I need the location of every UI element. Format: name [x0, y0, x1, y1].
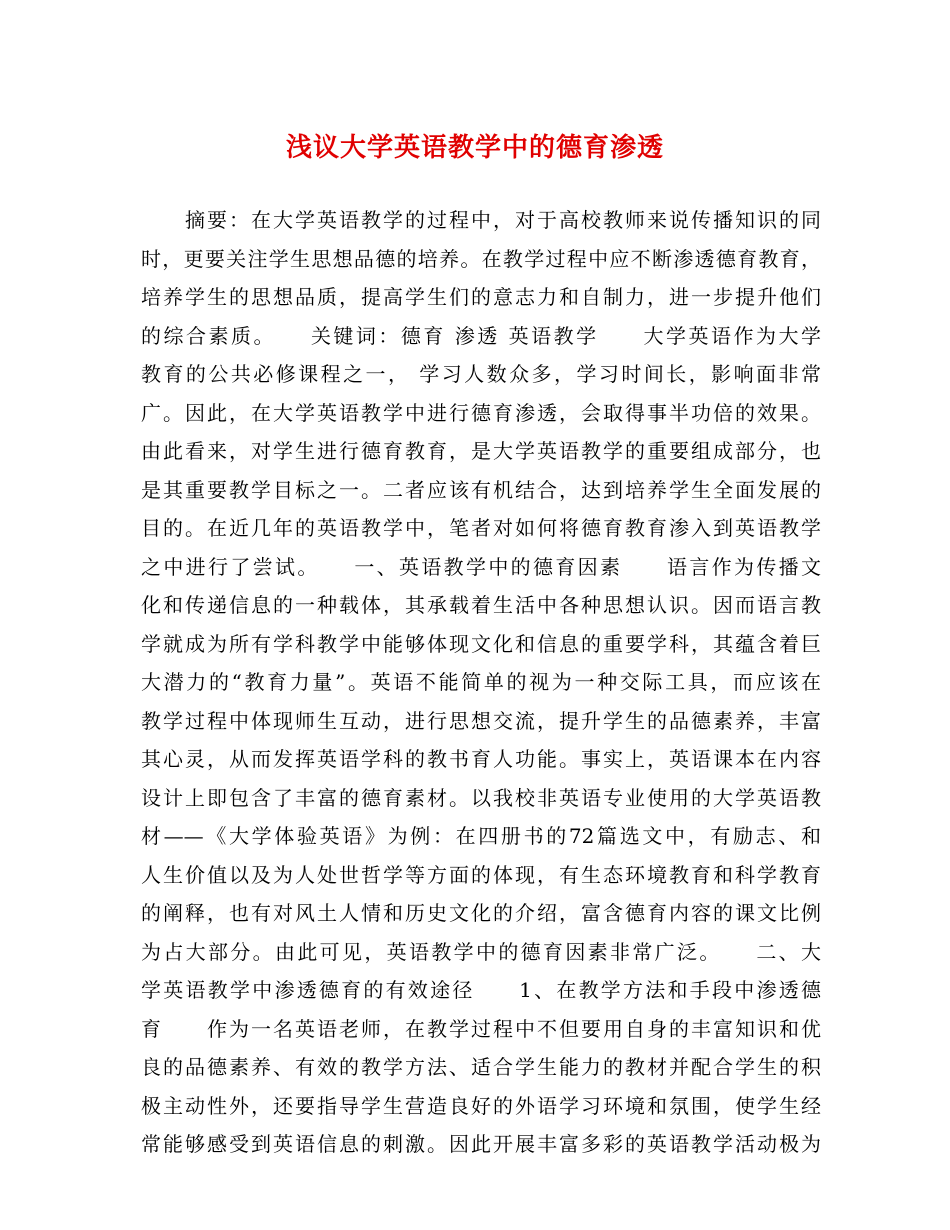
body-text-line: 由此看来，对学生进行德育教育，是大学英语教学的重要组成部分，也 [141, 439, 821, 463]
body-text-line: 学就成为所有学科教学中能够体现文化和信息的重要学科，其蕴含着巨 [141, 631, 821, 656]
document-title: 浅议大学英语教学中的德育渗透 [285, 133, 664, 163]
body-text-line: 的阐释，也有对风土人情和历史文化的介绍，富含德育内容的课文比例 [141, 901, 821, 925]
document-body [141, 201, 821, 1164]
body-text-line: 学英语教学中渗透德育的有效途径 1、在教学方法和手段中渗透德 [141, 978, 821, 1002]
body-text-line: 其心灵，从而发挥英语学科的教书育人功能。事实上，英语课本在内容 [141, 747, 821, 771]
body-text-line: 教学过程中体现师生互动，进行思想交流，提升学生的品德素养，丰富 [141, 708, 821, 733]
body-text-line: 之中进行了尝试。 一、英语教学中的德育因素 语言作为传播文 [141, 554, 821, 579]
body-text-line: 材——《大学体验英语》为例：在四册书的72篇选文中，有励志、和 [141, 824, 821, 848]
body-text-line: 广。因此，在大学英语教学中进行德育渗透，会取得事半功倍的效果。 [141, 400, 821, 425]
body-text-line: 设计上即包含了丰富的德育素材。以我校非英语专业使用的大学英语教 [141, 785, 821, 810]
body-text-line: 化和传递信息的一种载体，其承载着生活中各种思想认识。因而语言教 [141, 593, 821, 617]
body-text-line: 人生价值以及为人处世哲学等方面的体现，有生态环境教育和科学教育 [141, 862, 821, 887]
body-text-line: 常能够感受到英语信息的刺激。因此开展丰富多彩的英语教学活动极为 [141, 1132, 821, 1156]
body-text-line: 极主动性外，还要指导学生营造良好的外语学习环境和氛围，使学生经 [141, 1093, 821, 1118]
body-text-line: 时，更要关注学生思想品德的培养。在教学过程中应不断渗透德育教育， [141, 246, 821, 271]
body-text-line: 良的品德素养、有效的教学方法、适合学生能力的教材并配合学生的积 [141, 1055, 821, 1079]
body-text-line: 大潜力的“教育力量”。英语不能简单的视为一种交际工具，而应该在 [141, 670, 821, 694]
body-text-line: 摘要：在大学英语教学的过程中，对于高校教师来说传播知识的同 [141, 208, 821, 232]
body-text-line: 育 作为一名英语老师，在教学过程中不但要用自身的丰富知识和优 [141, 1016, 821, 1041]
body-text-line: 的综合素质。 关键词：德育 渗透 英语教学 大学英语作为大学 [141, 323, 821, 348]
body-text-line: 培养学生的思想品质，提高学生们的意志力和自制力，进一步提升他们 [141, 285, 821, 309]
body-text-line: 目的。在近几年的英语教学中，笔者对如何将德育教育渗入到英语教学 [141, 516, 821, 540]
body-text-line: 为占大部分。由此可见，英语教学中的德育因素非常广泛。 二、大 [141, 939, 821, 964]
body-text-line: 是其重要教学目标之一。二者应该有机结合，达到培养学生全面发展的 [141, 477, 821, 502]
body-text-line: 教育的公共必修课程之一， 学习人数众多，学习时间长，影响面非常 [141, 362, 821, 386]
